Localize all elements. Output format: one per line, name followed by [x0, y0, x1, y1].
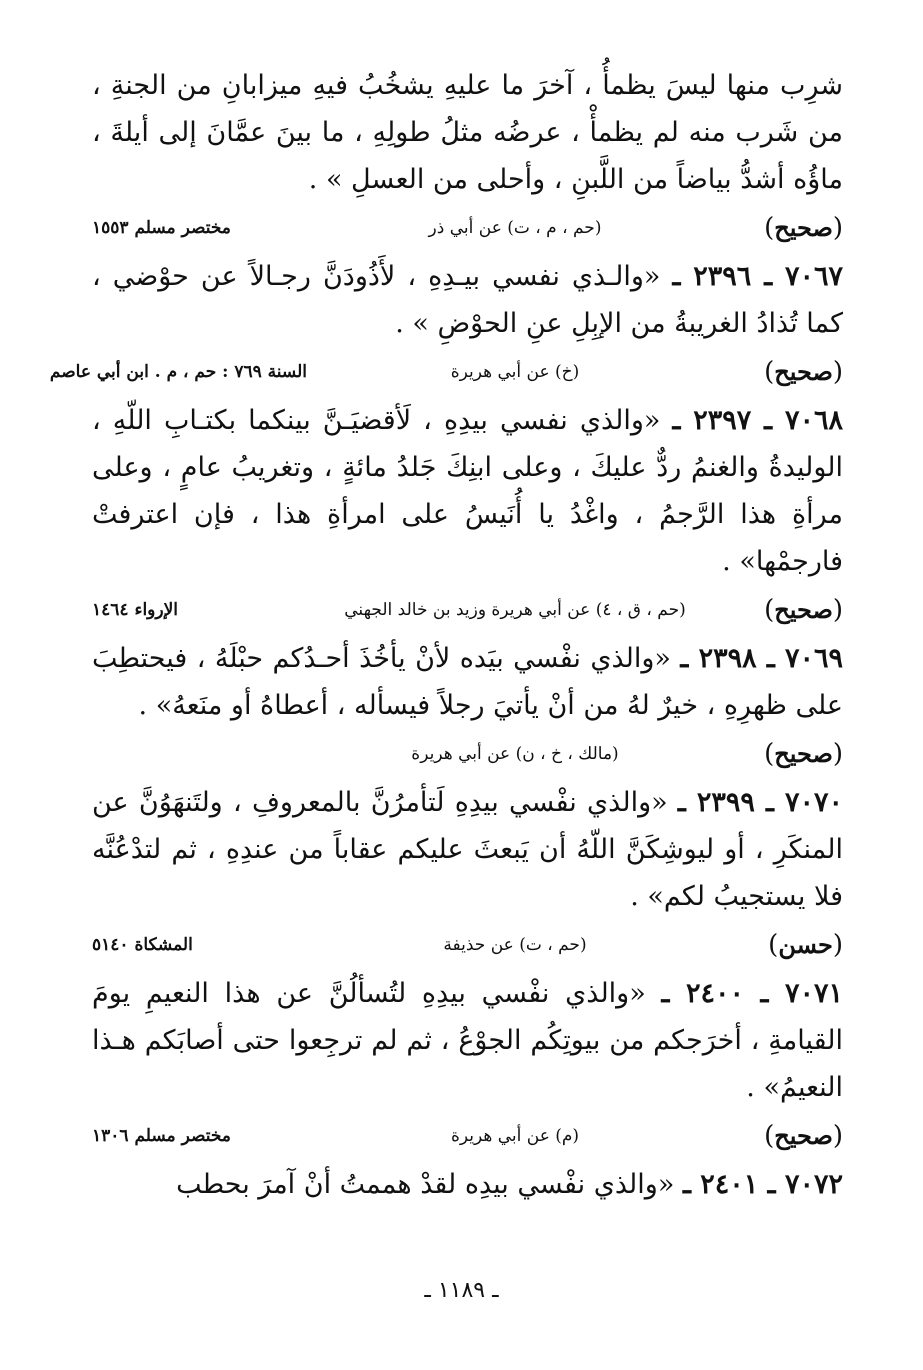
grade-label: (صحيح)	[764, 595, 843, 625]
hadith-paragraph	[92, 253, 843, 347]
hadith-number: ٧٠٧٢ ـ ٢٤٠١ ـ	[682, 1169, 843, 1200]
hadith-paragraph	[92, 397, 843, 585]
narration-source: (حم ، م ، ت) عن أبي ذر	[428, 218, 602, 238]
reference: المشكاة ٥١٤٠	[92, 935, 193, 955]
grade-value: صحيح	[774, 213, 833, 242]
grade-label: (صحيح)	[764, 739, 843, 769]
grade-value: صحيح	[774, 1121, 833, 1150]
grade-label: (صحيح)	[764, 213, 843, 243]
grade-label: (صحيح)	[764, 1121, 843, 1151]
grade-value: صحيح	[774, 739, 833, 768]
hadith-text: «والذي نفْسي بيدِهِ لتُسألُنَّ عن هذا النعيمِ يومَ القيامةِ ، أخرَجكم من بيوتِكُم الجوْعُ ، ثم لم ترجِعوا حتى أصابَكم هـذا النعيمُ» .	[92, 978, 843, 1103]
hadith-text: «والـذي نفسي بيـدِهِ ، لأَذُودَنَّ رجـالاً عن حوْضي ، كما تُذادُ الغريبةُ من الإبِلِ عنِ الحوْضِ » .	[92, 261, 843, 339]
grading-line	[92, 922, 843, 968]
grade-value: حسن	[778, 930, 833, 959]
hadith-paragraph	[92, 970, 843, 1111]
text-paragraph	[92, 62, 843, 203]
reference: السنة ٧٦٩ : حم ، م . ابن أبي عاصم	[49, 362, 307, 382]
grading-line	[92, 731, 843, 777]
hadith-number: ٧٠٦٩ ـ ٢٣٩٨ ـ	[680, 643, 843, 674]
hadith-text: «والذي نفْسي بيَده لأنْ يأخُذَ أحـدُكم حبْلَهُ ، فيحتطِبَ على ظهرِهِ ، خيرٌ لهُ من أنْ يأتيَ رجلاً فيسأله ، أعطاهُ أو منَعهُ» .	[92, 643, 843, 721]
hadith-paragraph	[92, 635, 843, 729]
hadith-number: ٧٠٦٧ ـ ٢٣٩٦ ـ	[672, 261, 844, 292]
grade-value: صحيح	[774, 595, 833, 624]
hadith-text: «والذي نفْسي بيدِه لقدْ هممتُ أنْ آمرَ بحطب	[176, 1169, 675, 1200]
hadith-number: ٧٠٦٨ ـ ٢٣٩٧ ـ	[672, 405, 843, 436]
hadith-number: ٧٠٧١ ـ ٢٤٠٠ ـ	[661, 978, 844, 1009]
narration-source: (م) عن أبي هريرة	[450, 1126, 580, 1146]
reference: مختصر مسلم ١٥٥٣	[92, 218, 231, 238]
hadith-text: «والذي نفْسي بيدِهِ لَتأمرُنَّ بالمعروفِ ، ولتَنهَوُنَّ عن المنكَرِ ، أو ليوشِكَنَّ اللّهُ أن يَبعثَ عليكم عقاباً من عندِهِ ، ثم لتدْعُنَّه فلا يستجيبُ لكم» .	[92, 787, 843, 912]
narration-source: (خ) عن أبي هريرة	[450, 362, 580, 382]
reference: مختصر مسلم ١٣٠٦	[92, 1126, 231, 1146]
narration-source: (مالك ، خ ، ن) عن أبي هريرة	[411, 744, 619, 764]
grade-value: صحيح	[774, 357, 833, 386]
page-number: ـ ١١٨٩ ـ	[424, 1278, 499, 1303]
hadith-text: شرِب منها ليسَ يظمأُ ، آخرَ ما عليهِ يشخُبُ فيهِ ميزابانِ من الجنةِ ، من شَرب منه لم يظمأْ ، عرضُه مثلُ طولِهِ ، ما بينَ عمَّانَ إلى أيلةَ ، ماؤُه أشدُّ بياضاً من اللَّبنِ ، وأحلى من العسلِ » .	[92, 70, 843, 195]
hadith-paragraph	[92, 1161, 843, 1208]
grading-line	[92, 205, 843, 251]
grade-label: (صحيح)	[764, 357, 843, 387]
grading-line	[92, 587, 843, 633]
hadith-text: «والذي نفسي بيدِهِ ، لَأقضيَـنَّ بينكما بكتـابِ اللّهِ ، الوليدةُ والغنمُ ردٌّ عليكَ ، وعلى ابنِكَ جَلدُ مائةٍ ، وتغريبُ عامٍ ، وعلى مرأةِ هذا الرَّجمُ ، واغْدُ يا أُنَيسُ على امرأةِ هذا ، فإن اعترفتْ فارجمْها» .	[92, 405, 843, 577]
page-content	[49, 62, 844, 1208]
reference: الإرواء ١٤٦٤	[92, 600, 179, 620]
grading-line	[92, 1113, 843, 1159]
narration-source: (حم ، ت) عن حذيفة	[443, 935, 587, 955]
hadith-number: ٧٠٧٠ ـ ٢٣٩٩ ـ	[677, 787, 844, 818]
grading-line	[49, 349, 843, 395]
hadith-paragraph	[92, 779, 843, 920]
narration-source: (حم ، ق ، ٤) عن أبي هريرة وزيد بن خالد الجهني	[344, 600, 686, 620]
grade-label: (حسن)	[768, 930, 843, 960]
